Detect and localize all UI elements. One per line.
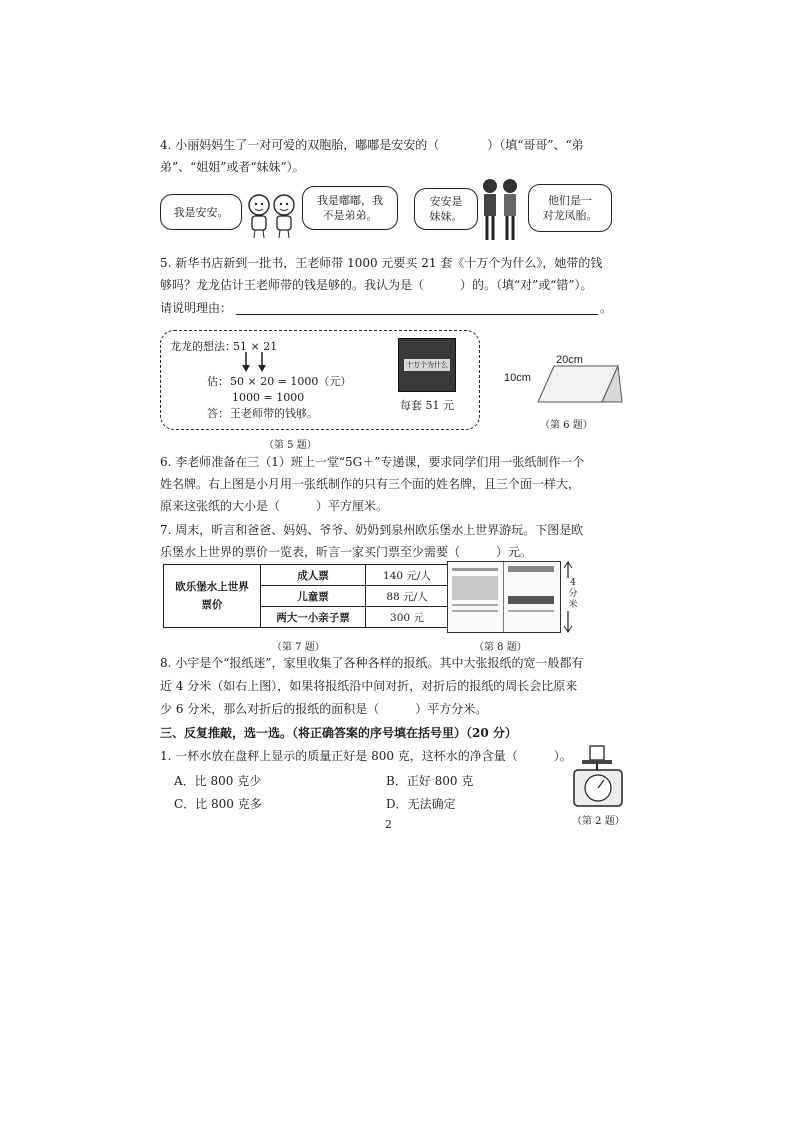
q4-line2: 弟”、“姐姐”或者“妹妹”）。 — [160, 160, 305, 174]
down-arrows-icon — [238, 352, 278, 374]
q5-line3: 请说明理由： — [160, 301, 233, 315]
side-length-label: 4分米 — [568, 578, 578, 610]
q2-caption: （第 2 题） — [572, 816, 625, 827]
twin-babies-icon — [244, 190, 300, 240]
width-label: 20cm — [556, 354, 583, 366]
speech-bubble-dudu — [302, 186, 398, 230]
book-price: 每套 51 元 — [400, 399, 454, 412]
q6-line2: 姓名牌。右上图是小月用一张纸制作的只有三个面的姓名牌，且三个面一样大， — [160, 477, 581, 491]
reason-blank — [236, 314, 598, 315]
table-head-title: 欧乐堡水上世界 — [175, 581, 249, 593]
ticket-type: 两大一小亲子票 — [261, 607, 366, 628]
ticket-price: 300 元 — [366, 607, 449, 628]
estimate-label: 估： — [207, 375, 229, 388]
name-plate-figure — [532, 362, 624, 406]
scale-with-cup-icon — [570, 744, 626, 808]
ticket-type: 成人票 — [261, 565, 366, 586]
bubble-text: 他们是一 — [548, 194, 592, 207]
q8-caption: （第 8 题） — [474, 642, 527, 653]
bubble-text: 妹妹。 — [429, 210, 463, 223]
ticket-price: 140 元/人 — [366, 565, 449, 586]
speech-bubble-b — [528, 184, 612, 232]
bubble-text: 我是安安。 — [173, 205, 229, 219]
option-b: B．正好 800 克 — [386, 774, 474, 788]
q6-caption: （第 6 题） — [540, 420, 593, 431]
table-header-cell — [164, 565, 261, 628]
expr-compare: 1000 = 1000 — [232, 391, 305, 404]
ticket-type: 儿童票 — [261, 586, 366, 607]
q7-caption: （第 7 题） — [272, 642, 325, 653]
speech-bubble-a — [414, 188, 478, 230]
section-three-title: 三、反复推敲，选一选。（将正确答案的序号填在括号里）（20 分） — [160, 726, 517, 740]
height-label: 10cm — [504, 372, 531, 384]
mc1-stem: 1. 一杯水放在盘秤上显示的质量正好是 800 克，这杯水的净含量（ ）。 — [160, 749, 572, 763]
book-set-image — [398, 338, 456, 392]
ticket-price: 88 元/人 — [366, 586, 449, 607]
q8-line1: 8. 小宇是个“报纸迷”，家里收集了各种各样的报纸。其中大张报纸的宽一般都有 — [160, 656, 584, 670]
answer-label: 答： — [207, 407, 229, 420]
bubble-text: 我是嘟嘟，我 — [317, 194, 383, 207]
period: 。 — [600, 301, 613, 315]
q5-line1: 5. 新华书店新到一批书，王老师带 1000 元要买 21 套《十万个为什么》，她带的钱 — [160, 256, 603, 270]
q6-line3: 原来这张纸的大小是（ ）平方厘米。 — [160, 499, 389, 513]
price-table — [163, 564, 449, 628]
q8-line2: 近 4 分米（如右上图），如果将报纸沿中间对折，对折后的报纸的周长会比原来 — [160, 679, 578, 693]
option-c: C．比 800 克多 — [174, 797, 262, 811]
bubble-text: 不是弟弟。 — [322, 209, 378, 222]
q5-caption: （第 5 题） — [264, 440, 317, 451]
page-number: 2 — [385, 818, 392, 831]
expr-estimate: 50 × 20 = 1000（元） — [230, 375, 352, 388]
parents-icon — [478, 176, 522, 244]
option-a: A．比 800 克少 — [174, 774, 262, 788]
q4-line1: 4. 小丽妈妈生了一对可爱的双胞胎，嘟嘟是安安的（ ）（填“哥哥”、“弟 — [160, 138, 584, 152]
book-title: 十万个为什么 — [406, 361, 448, 369]
thinking-label: 龙龙的想法： — [170, 340, 236, 353]
expr-multiply: 51 × 21 — [233, 340, 278, 353]
q6-line1: 6. 李老师准备在三（1）班上一堂“5G＋”专递课，要求同学们用一张纸制作一个 — [160, 455, 585, 469]
q8-line3: 少 6 分米，那么对折后的报纸的面积是（ ）平方分米。 — [160, 702, 488, 716]
bubble-text: 对龙凤胎。 — [542, 209, 598, 222]
q7-line1: 7. 周末，昕言和爸爸、妈妈、爷爷、奶奶到泉州欧乐堡水上世界游玩。下图是欧 — [160, 523, 584, 537]
bubble-text: 安安是 — [429, 195, 463, 208]
q7-line2: 乐堡水上世界的票价一览表，昕言一家买门票至少需要（ ）元。 — [160, 545, 533, 559]
speech-bubble-anan — [160, 194, 242, 230]
table-head-sub: 票价 — [201, 599, 223, 611]
option-d: D．无法确定 — [386, 797, 456, 811]
q5-line2: 够吗？龙龙估计王老师带的钱是够的。我认为是（ ）的。（填“对”或“错”）。 — [160, 278, 593, 292]
newspaper-figure — [447, 561, 561, 633]
answer-text: 王老师带的钱够。 — [230, 407, 318, 420]
